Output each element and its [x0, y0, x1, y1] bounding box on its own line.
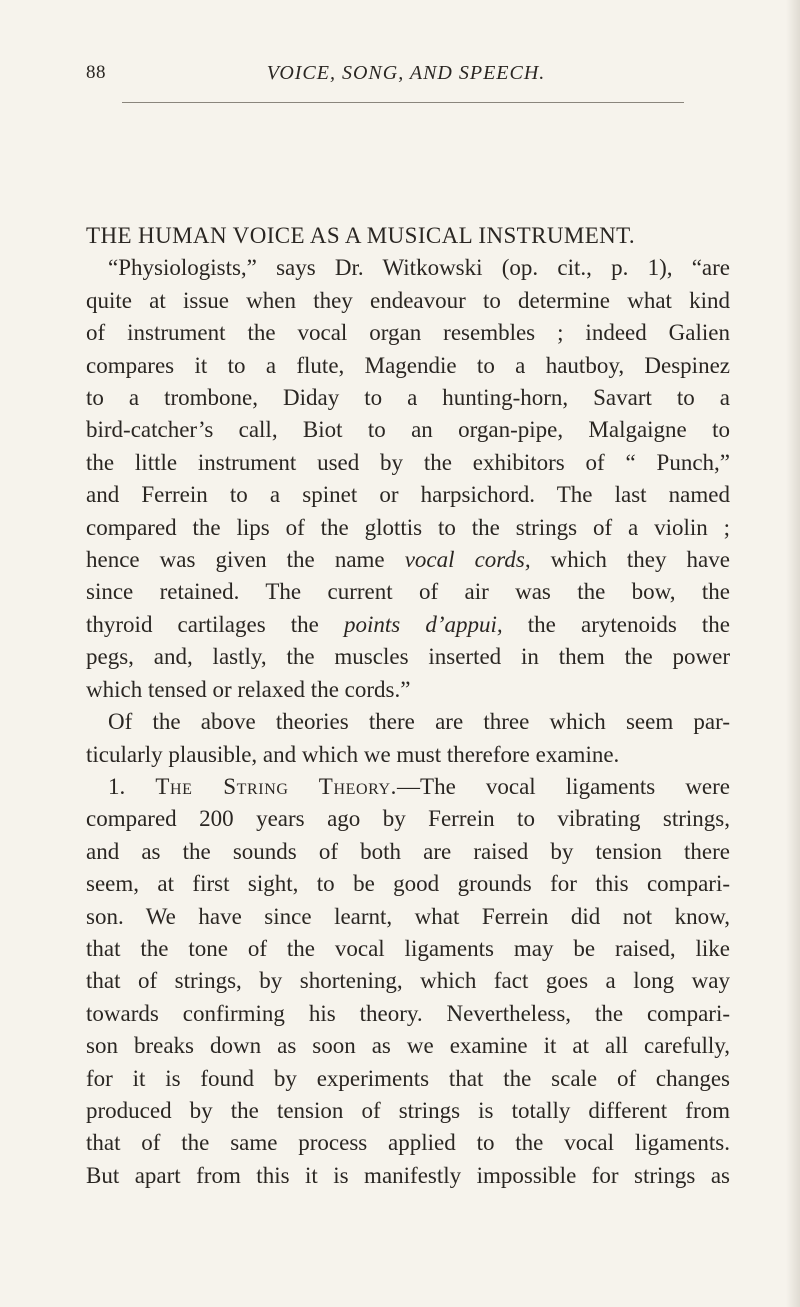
- page-number: 88: [86, 62, 106, 83]
- text-line: Of the above theories there are three which seem par-: [108, 709, 730, 735]
- text-line: of instrument the vocal organ resembles ; indeed Galien: [86, 320, 730, 346]
- text-line: ticularly plausible, and which we must therefore examine.: [86, 741, 620, 767]
- subsection-heading: The String Theory.: [155, 773, 398, 799]
- text-line: [86, 771, 730, 803]
- text-line: [86, 544, 730, 576]
- text-line: produced by the tension of strings is totally different from: [86, 1097, 730, 1123]
- text-line: seem, at first sight, to be good grounds for this compari-: [86, 871, 730, 897]
- text-line: quite at issue when they endeavour to determine what kind: [86, 287, 730, 313]
- text-line: the little instrument used by the exhibitors of “ Punch,”: [86, 449, 730, 475]
- italic-term-vocal-cords: vocal cords,: [404, 547, 531, 573]
- page-edge-shading: [786, 0, 800, 1307]
- text-line: son breaks down as soon as we examine it at all carefully,: [86, 1033, 730, 1059]
- paragraph-1: [86, 252, 730, 706]
- text-line: bird-catcher’s call, Biot to an organ-pipe, Malgaigne to: [86, 417, 730, 443]
- text-line: “Physiologists,” says Dr. Witkowski (op. cit., p. 1), “are: [108, 255, 730, 281]
- list-number: 1.: [108, 773, 156, 799]
- text-line: and Ferrein to a spinet or harpsichord. The last named: [86, 482, 730, 508]
- page-header: [86, 62, 726, 92]
- italic-term-points-dappui: points d’appui,: [344, 611, 503, 637]
- running-title: VOICE, SONG, AND SPEECH.: [266, 62, 546, 84]
- text-line: that the tone of the vocal ligaments may be raised, like: [86, 935, 730, 961]
- text-run: —The vocal ligaments were: [397, 773, 731, 799]
- text-line: compared the lips of the glottis to the strings of a violin ;: [86, 514, 730, 540]
- header-rule: [122, 102, 684, 103]
- text-run: which they have: [530, 547, 730, 573]
- text-line: towards confirming his theory. Nevertheless, the compari-: [86, 1000, 730, 1026]
- text-line: that of strings, by shortening, which fact goes a long way: [86, 968, 730, 994]
- text-run: hence was given the name: [86, 547, 405, 573]
- text-line: since retained. The current of air was the bow, the: [86, 579, 730, 605]
- text-line: for it is found by experiments that the scale of changes: [86, 1065, 730, 1091]
- text-line: to a trombone, Diday to a hunting-horn, Savart to a: [86, 385, 730, 411]
- page-body: [86, 220, 730, 1192]
- text-run: thyroid cartilages the: [86, 611, 344, 637]
- text-line: son. We have since learnt, what Ferrein did not know,: [86, 903, 730, 929]
- paragraph-3: [86, 771, 730, 1192]
- section-title: THE HUMAN VOICE AS A MUSICAL INSTRUMENT.: [86, 223, 636, 248]
- text-run: the arytenoids the: [502, 611, 731, 637]
- text-line: and as the sounds of both are raised by tension there: [86, 838, 730, 864]
- text-line: compares it to a flute, Magendie to a hautboy, Despinez: [86, 352, 730, 378]
- text-line: compared 200 years ago by Ferrein to vibrating strings,: [86, 806, 730, 832]
- text-line: pegs, and, lastly, the muscles inserted in them the power: [86, 644, 730, 670]
- text-line: which tensed or relaxed the cords.”: [86, 676, 411, 702]
- text-line: that of the same process applied to the vocal ligaments.: [86, 1130, 730, 1156]
- text-line: But apart from this it is manifestly impossible for strings as: [86, 1162, 730, 1188]
- text-line: [86, 609, 730, 641]
- paragraph-2: [86, 706, 730, 771]
